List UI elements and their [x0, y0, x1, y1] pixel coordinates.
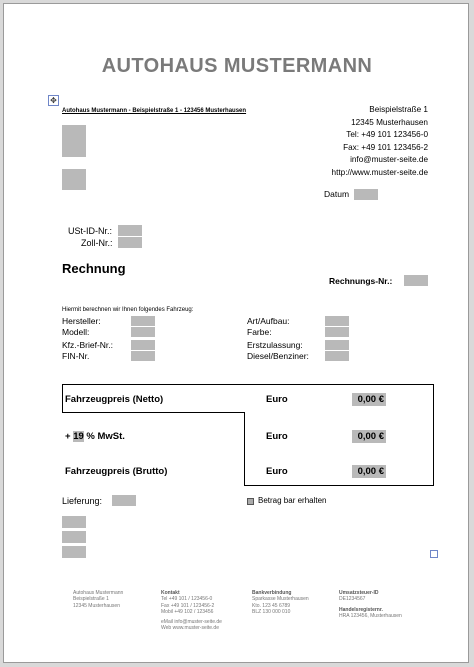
delivery-label: Lieferung: [62, 496, 103, 506]
company-title: AUTOHAUS MUSTERMANN [101, 55, 373, 77]
invoice-page [3, 3, 469, 663]
footer-email: eMail info@muster-seite.de [161, 619, 222, 626]
footer-vat-id: DE1234567 [339, 596, 366, 603]
footer-bank-code: BLZ 130 000 010 [252, 608, 291, 615]
invoice-number-label: Rechnungs-Nr.: [329, 276, 393, 286]
net-currency: Euro [266, 394, 288, 405]
footer-bank-name: Sparkasse Musterhausen [252, 596, 309, 603]
fuel-type-field[interactable] [325, 351, 349, 361]
delivery-field[interactable] [112, 495, 136, 506]
body-type-field[interactable] [325, 316, 349, 326]
color-field[interactable] [325, 327, 349, 337]
footer-contact [161, 590, 222, 632]
vat-currency: Euro [266, 431, 288, 442]
footer-company [73, 590, 123, 609]
model-field[interactable] [131, 327, 155, 337]
gross-price-label: Fahrzeugpreis (Brutto) [65, 466, 168, 477]
fuel-type-label: Diesel/Benziner: [247, 351, 309, 361]
footer-bank-title: Bankverbindung [252, 590, 292, 596]
model-label: Modell: [62, 327, 90, 337]
table-move-handle-icon[interactable]: ✥ [48, 95, 59, 106]
manufacturer-label: Hersteller: [62, 316, 101, 326]
footer-tax [339, 590, 402, 619]
address-street: Beispielstraße 1 [369, 105, 428, 114]
address-block [332, 104, 428, 179]
address-fax: Fax: +49 101 123456-2 [343, 142, 428, 152]
text-boundary-marker [430, 550, 438, 558]
invoice-number-field[interactable] [404, 275, 428, 286]
notes-placeholder-3[interactable] [62, 546, 86, 558]
vat-label [65, 431, 125, 442]
manufacturer-field[interactable] [131, 316, 155, 326]
first-registration-field[interactable] [325, 340, 349, 350]
footer-bank [252, 590, 309, 615]
address-tel: Tel: +49 101 123456-0 [346, 130, 428, 139]
invoice-heading: Rechnung [62, 261, 126, 276]
price-frame-line [62, 412, 244, 413]
address-web: http://www.muster-seite.de [331, 167, 428, 177]
footer-tel: Tel +49 101 / 123456-0 [161, 596, 213, 603]
footer-register-number: HRA 123456, Musterhausen [339, 612, 402, 619]
registration-doc-label: Kfz.-Brief-Nr.: [62, 340, 114, 350]
sender-line: Autohaus Mustermann - Beispielstraße 1 - 123456 Musterhausen [62, 108, 247, 114]
recipient-placeholder-2[interactable] [62, 169, 86, 190]
registration-doc-field[interactable] [131, 340, 155, 350]
vat-prefix: + [65, 431, 74, 442]
zoll-label: Zoll-Nr.: [81, 238, 113, 248]
recipient-placeholder-1[interactable] [62, 125, 86, 157]
footer-register-title: Handelsregisternr. [339, 606, 383, 613]
first-registration-label: Erstzulassung: [247, 340, 303, 350]
vehicle-intro: Hiermit berechnen wir Ihnen folgendes Fahrzeug: [62, 307, 194, 313]
vat-amount-field[interactable]: 0,00 € [352, 430, 386, 443]
vat-suffix: % MwSt. [83, 431, 125, 442]
footer-contact-title: Kontakt [161, 590, 180, 596]
gross-currency: Euro [266, 466, 288, 477]
address-email: info@muster-seite.de [350, 155, 428, 164]
footer-company-city: 12345 Musterhausen [73, 602, 120, 609]
date-label: Datum [324, 189, 350, 199]
footer-mobile: Mobil +49 102 / 123456 [161, 608, 214, 615]
footer-fax: Fax +49 101 / 123456-2 [161, 602, 215, 609]
footer-company-street: Beispielstraße 1 [73, 596, 109, 603]
cash-received-checkbox[interactable] [247, 498, 254, 505]
date-field[interactable] [354, 189, 378, 200]
body-type-label: Art/Aufbau: [247, 316, 290, 326]
vin-field[interactable] [131, 351, 155, 361]
net-amount-field[interactable]: 0,00 € [352, 393, 386, 406]
net-price-label: Fahrzeugpreis (Netto) [65, 394, 164, 405]
notes-placeholder-2[interactable] [62, 531, 86, 543]
vat-rate-field[interactable]: 19 [73, 431, 84, 442]
notes-placeholder-1[interactable] [62, 516, 86, 528]
footer-bank-account: Kto. 123 45 6789 [252, 602, 291, 609]
cash-received-label: Betrag bar erhalten [258, 496, 327, 505]
address-city: 12345 Musterhausen [351, 117, 428, 127]
footer-vat-title: Umsatzsteuer-ID [339, 590, 379, 596]
color-label: Farbe: [247, 327, 272, 337]
gross-amount-field[interactable]: 0,00 € [352, 465, 386, 478]
footer-company-name: Autohaus Mustermann [73, 590, 124, 596]
vin-label: FIN-Nr. [62, 351, 90, 361]
zoll-field[interactable] [118, 237, 142, 248]
footer-web: Web www.muster-seite.de [161, 625, 219, 632]
ust-id-label: USt-ID-Nr.: [68, 226, 112, 236]
ust-id-field[interactable] [118, 225, 142, 236]
